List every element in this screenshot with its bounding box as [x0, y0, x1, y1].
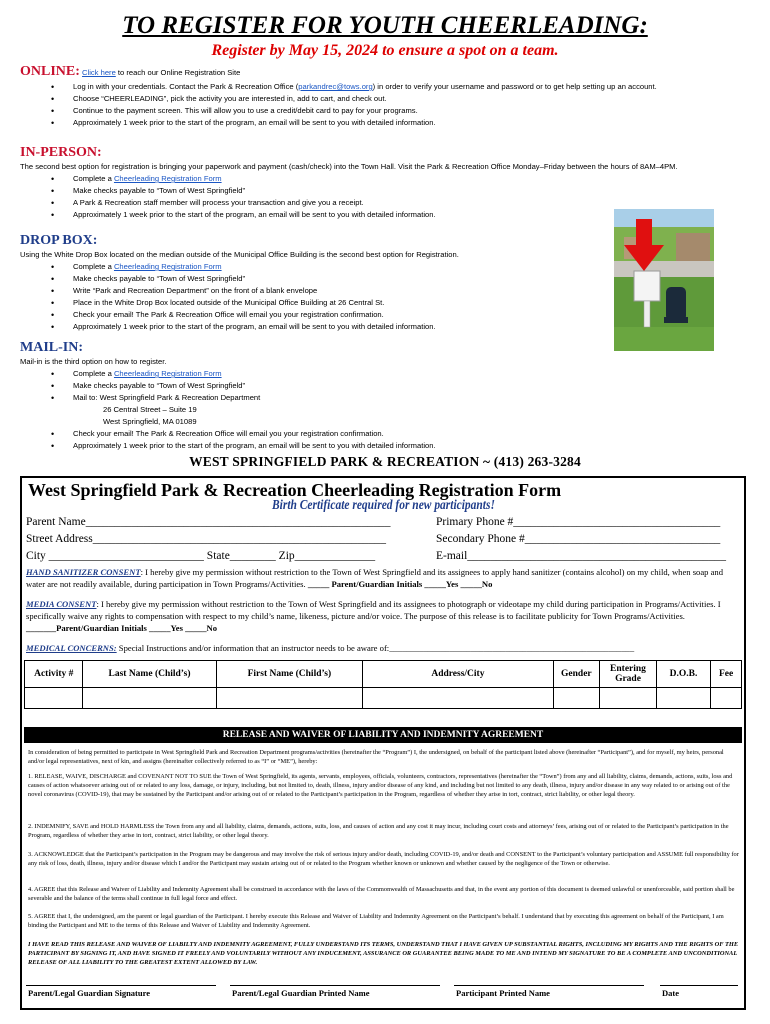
medical-concerns-label: MEDICAL CONCERNS:	[26, 643, 117, 653]
form-link[interactable]: Cheerleading Registration Form	[113, 369, 222, 378]
in-person-item-form: • Complete a Cheerleading Registration Form	[20, 173, 760, 185]
col-address: Address/City	[363, 661, 553, 688]
date-label: Date	[662, 988, 679, 998]
printed-name-label: Parent/Legal Guardian Printed Name	[232, 988, 370, 998]
drop-box-item-envelope: • Write “Park and Recreation Department” on the front of a blank envelope	[20, 285, 620, 297]
in-person-item-email: • Approximately 1 week prior to the start of the program, an email will be sent to you with detailed information.	[20, 209, 760, 221]
mail-in-item-form: • Complete a Cheerleading Registration Form	[20, 368, 620, 380]
medical-concerns-field[interactable]: Special Instructions and/or information that an instructor needs to be aware of:_________________________________________________________	[116, 643, 635, 653]
mail-in-heading: MAIL-IN:	[20, 340, 83, 355]
email-field[interactable]: E-mail_____________________________________________	[436, 550, 727, 562]
col-fee: Fee	[711, 661, 742, 688]
parent-name-field[interactable]: Parent Name_____________________________________________________	[26, 516, 391, 528]
drop-box-item-confirm: • Check your email! The Park & Recreation Office will email you your registration confirmation.	[20, 309, 620, 321]
birth-certificate-note: Birth Certificate required for new participants!	[272, 498, 495, 513]
participant-name-line[interactable]	[454, 985, 644, 986]
col-grade: Entering Grade	[600, 661, 657, 688]
release-title: RELEASE AND WAIVER OF LIABILITY AND INDEMNITY AGREEMENT	[24, 727, 742, 743]
col-first-name: First Name (Child’s)	[216, 661, 363, 688]
in-person-intro: The second best option for registration is bringing your paperwork and payment (cash/check) into the Town Hall. Visit the Park & Recreation Office Monday–Friday between the hours of 8AM–4PM.	[20, 162, 678, 171]
mail-in-item-confirm: • Check your email! The Park & Recreation Office will email you your registration confirmation.	[20, 428, 620, 440]
online-item-pay: • Continue to the payment screen. This will allow you to use a credit/debit card to pay for your programs.	[20, 105, 760, 117]
release-para-4: 4. AGREE that this Release and Waiver of Liability and Indemnity Agreement shall be construed in accordance with the laws of the Commonwealth of Massachusetts and that, in the event any portion of this document is deemed unlawful or unenforceable, said portion shall be severable and the balance of the terms shall continue in full legal force and effect.	[28, 886, 735, 902]
mail-in-item-checks: • Make checks payable to “Town of West Springfield”	[20, 380, 620, 392]
online-section	[20, 66, 760, 129]
participant-name-label: Participant Printed Name	[456, 988, 550, 998]
page-title: TO REGISTER FOR YOUTH CHEERLEADING:	[122, 12, 648, 39]
page-subtitle: Register by May 15, 2024 to ensure a spot on a team.	[211, 42, 559, 59]
form-link[interactable]: Cheerleading Registration Form	[113, 174, 222, 183]
in-person-item-checks: • Make checks payable to “Town of West Springfield”	[20, 185, 760, 197]
address-city: West Springfield, MA 01089	[103, 417, 197, 426]
street-address-field[interactable]: Street Address___________________________________________________	[26, 533, 387, 545]
activity-table-header	[25, 661, 742, 688]
hand-sanitizer-initials[interactable]: _____ Parent/Guardian Initials _____Yes _____No	[307, 579, 493, 589]
drop-box-section	[20, 233, 620, 333]
mail-in-item-email: • Approximately 1 week prior to the start of the program, an email will be sent to you with detailed information.	[20, 440, 620, 452]
media-consent: MEDIA CONSENT: I hereby give my permission without restriction to the Town of West Springfield and its assignees to photograph or videotape my child during participation in Programs/Activities. I specifically waive any rights to compensation with respect to my child’s name, likeness, picture and/or voice. The purpose of this release is to facilitate publicity for Town Programs/Activities. _______Parent/Guardian Initials _____Yes _____No	[26, 599, 721, 633]
secondary-phone-field[interactable]: Secondary Phone #__________________________________	[436, 533, 721, 545]
release-intro: In consideration of being permitted to participate in West Springfield Park and Recreation Department programs/activities (hereinafter the “Program”) I, the undersigned, on behalf of the participant listed above (hereinafter “Participant”), and for myself, my heirs, personal and/or legal representatives, next of kin, and assigns (hereinafter collectively referred to as “I” or “ME”), hereby:	[28, 749, 724, 765]
drop-box-item-email: • Approximately 1 week prior to the start of the program, an email will be sent to you with detailed information.	[20, 321, 620, 333]
medical-concerns	[26, 642, 742, 654]
mail-in-item-address: • Mail to: West Springfield Park & Recreation Department	[20, 392, 620, 404]
drop-box-heading: DROP BOX:	[20, 233, 98, 248]
online-intro: to reach our Online Registration Site	[117, 68, 241, 77]
release-para-1: 1. RELEASE, WAIVE, DISCHARGE and COVENANT NOT TO SUE the Town of West Springfield, its agents, servants, employees, officials, volunteers, contractors, representatives (hereinafter the “Town”) from any and all liability, claims, demands, actions, suits, loss and causes of action whatsoever arising out of or related to any loss, damage, or injury, including, but not limited to, death, illness, injury and/or disease of any kind, and including but not limited to any death, illness, injury and/or disease in any way related to or arising out of the novel coronavirus (COVID-19), that may be sustained by the Participant and/or arising out of or related to the Participant’s participation in the Program, regardless of whether they arise in tort, contract, strict liability, or other legal theory.	[28, 773, 733, 798]
release-acknowledgement: I HAVE READ THIS RELEASE AND WAIVER OF LIABILTY AND INDEMNITY AGREEMENT, FULLY UNDERSTAND ITS TERMS, UNDERSTAND THAT I HAVE GIVEN UP SUBSTANTIAL RIGHTS, INCLUDING MY RIGHTS AND THE RIGHTS OF THE PARTICIPANT BY SIGNING IT, AND HAVE SIGNED IT FREELY AND VOLUNTARILY WITHOUT ANY INDUCEMENT, ASSURANCE OR GUARANTEE BEING MADE TO ME AND INTEND MY SIGNATURE TO BE A COMPLETE AND UNCONDITIONAL RELEASE OF ALL LIABILITY TO THE GREATEST EXTENT ALLOWED BY LAW.	[28, 941, 739, 966]
hand-sanitizer-label: HAND SANITIZER CONSENT	[26, 567, 141, 577]
drop-box-intro: Using the White Drop Box located on the median outside of the Municipal Office Building is the second best option for Registration.	[20, 250, 459, 259]
in-person-heading: IN-PERSON:	[20, 145, 102, 160]
online-item-login: • Log in with your credentials. Contact the Park & Recreation Office (parkandrec@tows.org) in order to verify your username and password or to get help setting up an account.	[20, 81, 760, 93]
drop-box-photo	[614, 209, 714, 351]
col-gender: Gender	[553, 661, 600, 688]
primary-phone-field[interactable]: Primary Phone #____________________________________	[436, 516, 721, 528]
col-dob: D.O.B.	[656, 661, 710, 688]
date-line[interactable]	[660, 985, 738, 986]
form-link[interactable]: Cheerleading Registration Form	[113, 262, 222, 271]
mail-in-section	[20, 340, 620, 452]
media-consent-label: MEDIA CONSENT	[26, 599, 97, 609]
in-person-item-receipt: • A Park & Recreation staff member will process your transaction and give you a receipt.	[20, 197, 760, 209]
contact-line: WEST SPRINGFIELD PARK & RECREATION ~ (413) 263-3284	[189, 454, 581, 469]
form-title: West Springfield Park & Recreation Cheerleading Registration Form	[28, 480, 562, 500]
col-activity: Activity #	[25, 661, 83, 688]
release-para-5: 5. AGREE that I, the undersigned, am the parent or legal guardian of the Participant. I hereby execute this Release and Waiver of Liability and Indemnity Agreement on the Participant’s behalf. I understand that by executing this agreement on behalf of the Participant, I am binding the Participant and ME to the terms of this Release and Waiver of Liability and Indemnity Agreement.	[28, 913, 724, 929]
release-para-3: 3. ACKNOWLEDGE that the Participant’s participation in the Program may be dangerous and may involve the risk of serious injury and/or death, including COVID-19, and/or death and CONSENT to the Participant’s voluntary participation and ASSUME full responsibility for any risk of loss, death, illness, injury and/or disease which I and/or the Participant may sustain arising out of or related to the Program whether known or unknown and whether caused by the negligence of the Town or otherwise.	[28, 851, 739, 867]
drop-box-item-place: • Place in the White Drop Box located outside of the Municipal Office Building at 26 Central St.	[20, 297, 620, 309]
activity-table	[24, 660, 742, 709]
online-item-choose: • Choose “CHEERLEADING”, pick the activity you are interested in, add to cart, and check out.	[20, 93, 760, 105]
col-last-name: Last Name (Child’s)	[83, 661, 216, 688]
address-street: 26 Central Street – Suite 19	[103, 405, 197, 414]
signature-line[interactable]	[26, 985, 216, 986]
printed-name-line[interactable]	[230, 985, 440, 986]
online-item-email: • Approximately 1 week prior to the start of the program, an email will be sent to you with detailed information.	[20, 117, 760, 129]
media-consent-initials[interactable]: _______Parent/Guardian Initials _____Yes _____No	[26, 623, 218, 633]
drop-box-item-checks: • Make checks payable to “Town of West Springfield”	[20, 273, 620, 285]
drop-box-item-form: • Complete a Cheerleading Registration Form	[20, 261, 620, 273]
hand-sanitizer-consent: HAND SANITIZER CONSENT: I hereby give my permission without restriction to the Town of West Springfield and its assignees to apply hand sanitizer (contains alcohol) on my child, when soap and water are not readily available, during participation in Town Programs/Activities. _____ Parent/Guardian Initials _____Yes _____No	[26, 567, 724, 589]
online-registration-link[interactable]: Click here	[82, 68, 116, 77]
email-link[interactable]: parkandrec@tows.org	[298, 82, 373, 91]
online-heading: ONLINE:	[20, 64, 80, 79]
release-para-2: 2. INDEMNIFY, SAVE and HOLD HARMLESS the Town from any and all liability, claims, demands, actions, suits, loss, and causes of action and any cost it may incur, including court costs and attorneys’ fees, arising out of or related to the Participant’s participation in the Program, regardless of whether they arise in tort, contract, strict liability, or other legal theory.	[28, 823, 729, 839]
table-row[interactable]	[25, 688, 742, 709]
signature-label: Parent/Legal Guardian Signature	[28, 988, 151, 998]
mail-in-intro: Mail-in is the third option on how to register.	[20, 357, 167, 366]
city-state-zip-field[interactable]: City ___________________________ State________ Zip______________	[26, 550, 376, 562]
